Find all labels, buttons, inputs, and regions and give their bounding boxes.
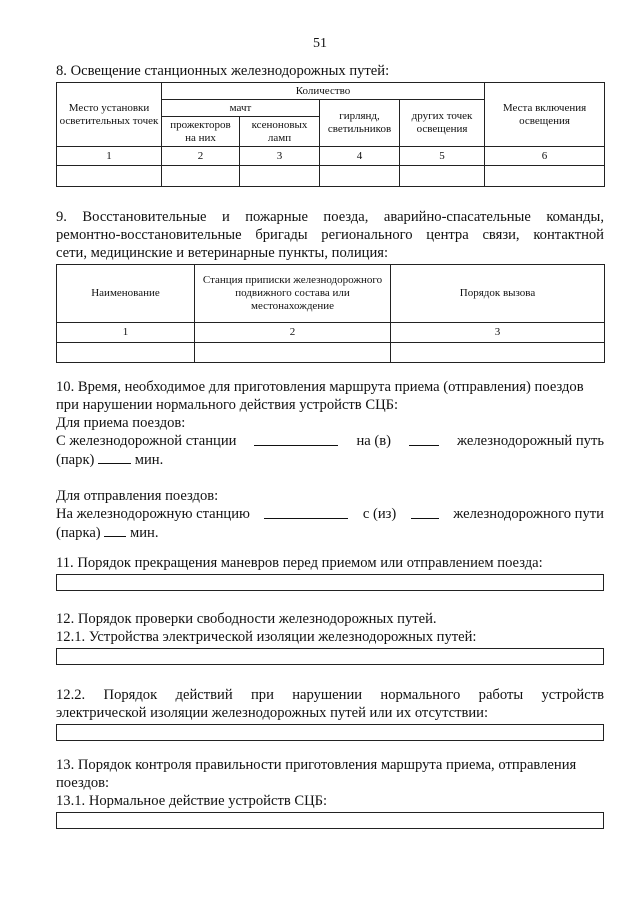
header-masts: мачт (162, 100, 320, 117)
word: поезда, (323, 209, 369, 225)
header-other-points: других точек освещения (400, 100, 485, 147)
reception-line-2 (56, 450, 604, 469)
header-garlands: гирлянд, светильников (320, 100, 400, 147)
section-10-line-2: при нарушении нормального действия устройств СЦБ: (56, 397, 399, 413)
word: работы (478, 687, 524, 703)
section-13-1: 13.1. Нормальное действие устройств СЦБ: (56, 793, 328, 809)
section-8-heading: 8. Освещение станционных железнодорожных путей: (56, 63, 390, 79)
section-9 (56, 208, 604, 363)
word: 12.2. (56, 687, 86, 703)
word: 9. (56, 209, 67, 225)
section-12-heading: 12. Порядок проверки свободности железнодорожных путей. (56, 611, 437, 627)
section-12 (56, 610, 604, 665)
minutes-blank[interactable] (104, 523, 126, 537)
col-number: 5 (400, 147, 485, 166)
word: контактной (533, 227, 604, 243)
col-number: 3 (240, 147, 320, 166)
empty-cell[interactable] (400, 166, 485, 187)
text-fragment: железнодорожного пути (453, 506, 604, 522)
text-fragment: На железнодорожную станцию (56, 506, 250, 522)
word: команды, (546, 209, 604, 225)
minutes-blank[interactable] (98, 450, 131, 464)
section-11-heading: 11. Порядок прекращения маневров перед приемом или отправлением поезда: (56, 555, 543, 571)
text-fragment: (парк) (56, 452, 95, 468)
text-fragment: железнодорожный путь (456, 433, 604, 449)
section-10-line-1: 10. Время, необходимое для приготовления маршрута приема (отправления) поездов (56, 379, 584, 395)
text-fragment: с (из) (362, 506, 397, 522)
word: Порядок (103, 687, 158, 703)
header-station: Станция приписки железнодорожного подвижного состава или местонахождение (195, 265, 391, 323)
text-fragment: мин. (129, 525, 159, 541)
services-table (56, 264, 605, 363)
header-name: Наименование (57, 265, 195, 323)
word: бригады (255, 227, 308, 243)
word: нормального (380, 687, 461, 703)
word: при (250, 687, 274, 703)
empty-cell[interactable] (195, 343, 391, 363)
header-quantity: Количество (162, 83, 485, 100)
word: нарушении (292, 687, 363, 703)
word: действий (175, 687, 233, 703)
header-switch-places: Места включения освещения (485, 83, 605, 147)
section-12-2 (56, 686, 604, 741)
header-xenon: ксеноновых ламп (240, 117, 320, 147)
empty-cell[interactable] (485, 166, 605, 187)
empty-cell[interactable] (320, 166, 400, 187)
text-fragment: мин. (134, 452, 164, 468)
header-location: Место установки осветительных точек (57, 83, 162, 147)
word: и (221, 209, 230, 225)
col-number: 1 (57, 323, 195, 343)
text-fragment: (парка) (56, 525, 101, 541)
col-number: 4 (320, 147, 400, 166)
word: связи, (482, 227, 520, 243)
page-number: 51 (313, 36, 327, 51)
section-8 (56, 62, 604, 187)
section-13-line-1: 13. Порядок контроля правильности приготовления маршрута приема, отправления (56, 757, 577, 773)
col-number: 6 (485, 147, 605, 166)
section-9-line-2 (56, 226, 604, 244)
empty-cell[interactable] (240, 166, 320, 187)
answer-field[interactable] (56, 574, 604, 591)
header-call-order: Порядок вызова (391, 265, 605, 323)
empty-cell[interactable] (57, 166, 162, 187)
col-number: 2 (162, 147, 240, 166)
word: аварийно-спасательные (383, 209, 531, 225)
empty-cell[interactable] (162, 166, 240, 187)
word: центра (426, 227, 469, 243)
word: регионального (321, 227, 413, 243)
word: устройств (541, 687, 604, 703)
section-10 (56, 378, 604, 542)
section-11 (56, 554, 604, 591)
section-9-line-3: сети, медицинские и ветеринарные пункты, полиция: (56, 245, 389, 261)
section-12-1: 12.1. Устройства электрической изоляции железнодорожных путей: (56, 629, 477, 645)
track-blank[interactable] (409, 432, 439, 446)
departure-line-2 (56, 523, 604, 542)
departure-label: Для отправления поездов: (56, 488, 219, 504)
section-9-line-1 (56, 208, 604, 226)
empty-cell[interactable] (57, 343, 195, 363)
station-blank[interactable] (254, 432, 338, 446)
track-blank[interactable] (411, 505, 439, 519)
section-13-line-2: поездов: (56, 775, 110, 791)
departure-line (56, 505, 604, 523)
word: ремонтно-восстановительные (56, 227, 242, 243)
col-number: 1 (57, 147, 162, 166)
word: пожарные (245, 209, 308, 225)
section-13 (56, 756, 604, 829)
col-number: 3 (391, 323, 605, 343)
text-fragment: С железнодорожной станции (56, 433, 237, 449)
section-12-2-line-2: электрической изоляции железнодорожных путей или их отсутствии: (56, 705, 489, 721)
lighting-table (56, 82, 605, 187)
reception-line (56, 432, 604, 450)
answer-field[interactable] (56, 812, 604, 829)
word: Восстановительные (82, 209, 207, 225)
answer-field[interactable] (56, 648, 604, 665)
text-fragment: на (в) (356, 433, 392, 449)
empty-cell[interactable] (391, 343, 605, 363)
col-number: 2 (195, 323, 391, 343)
reception-label: Для приема поездов: (56, 415, 186, 431)
answer-field[interactable] (56, 724, 604, 741)
header-projectors: прожекторов на них (162, 117, 240, 147)
station-blank[interactable] (264, 505, 348, 519)
section-12-2-line-1 (56, 686, 604, 704)
